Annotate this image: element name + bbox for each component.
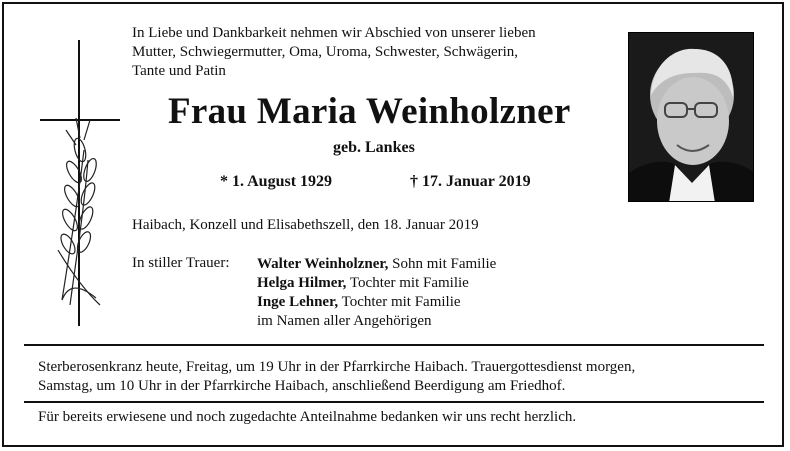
birth-name: geb. Lankes [333,139,415,156]
list-item [257,274,496,293]
cross-with-wheat-icon [0,0,130,340]
place-and-date: Haibach, Konzell und Elisabethszell, den 18. Januar 2019 [132,217,479,233]
divider [24,344,764,346]
intro-line: Mutter, Schwiegermutter, Oma, Uroma, Schwester, Schwägerin, [132,44,519,60]
deceased-name: Frau Maria Weinholzner [168,91,571,132]
service-info [38,358,635,396]
portrait-photo [628,32,754,202]
mourning-closing: im Namen aller Angehörigen [257,313,432,329]
mourner-relation: Sohn mit Familie [388,256,497,272]
mourners-list [257,255,496,331]
intro-line: In Liebe und Dankbarkeit nehmen wir Abschied von unserer lieben [132,25,536,41]
mourning-label: In stiller Trauer: [132,255,230,271]
service-line: Samstag, um 10 Uhr in der Pfarrkirche Haibach, anschließend Beerdigung am Friedhof. [38,378,566,394]
mourner-name: Walter Weinholzner, [257,256,389,272]
list-item [257,255,496,274]
mourner-name: Inge Lehner, [257,294,339,310]
mourner-name: Helga Hilmer, [257,275,347,291]
mourner-relation: Tochter mit Familie [346,275,469,291]
list-item [257,293,496,312]
thanks-text: Für bereits erwiesene und noch zugedachte Anteilnahme bedanken wir uns recht herzlich. [38,409,577,425]
divider [24,401,764,403]
mourner-relation: Tochter mit Familie [338,294,461,310]
birth-date: * 1. August 1929 [220,173,333,190]
service-line: Sterberosenkranz heute, Freitag, um 19 Uhr in der Pfarrkirche Haibach. Trauergottesdienst morgen, [38,359,636,375]
intro-text [132,24,592,81]
death-date: † 17. Januar 2019 [410,173,531,190]
intro-line: Tante und Patin [132,63,226,79]
